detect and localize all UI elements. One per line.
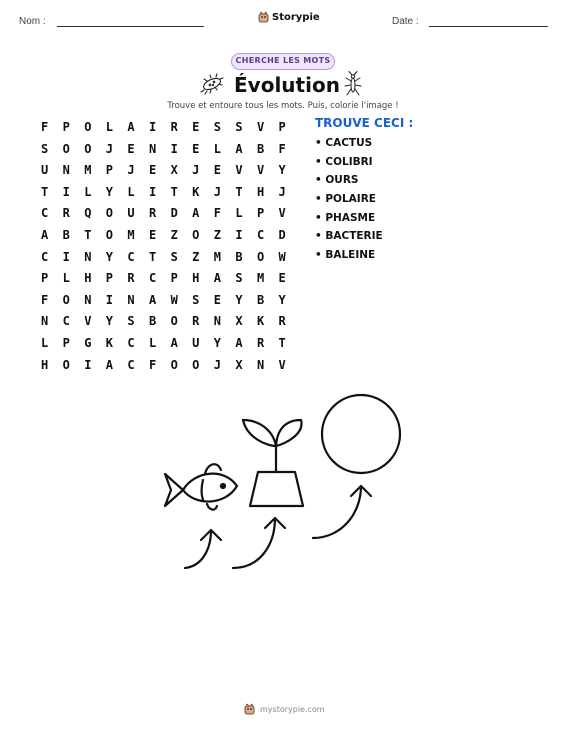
grid-letter[interactable]: A — [235, 141, 243, 156]
grid-letter[interactable]: R — [127, 271, 135, 286]
grid-letter[interactable]: L — [41, 335, 49, 350]
page-title: Évolution — [234, 73, 340, 97]
plant-icon — [243, 420, 303, 506]
grid-row — [41, 310, 300, 332]
grid-row — [41, 181, 300, 203]
grid-letter[interactable]: Y — [235, 292, 243, 307]
grid-letter[interactable]: R — [62, 206, 70, 221]
grid-letter[interactable]: A — [105, 357, 114, 372]
grid-letter[interactable]: J — [213, 184, 221, 199]
grid-letter[interactable]: U — [192, 335, 200, 350]
grid-letter[interactable]: S — [127, 314, 135, 329]
grid-letter[interactable]: F — [148, 357, 157, 372]
grid-letter[interactable]: I — [84, 357, 92, 372]
grid-letter[interactable]: E — [213, 163, 221, 178]
grid-letter[interactable]: F — [213, 206, 221, 221]
grid-letter[interactable]: S — [235, 271, 243, 286]
grid-letter[interactable]: C — [127, 357, 135, 372]
arrow-icon — [185, 530, 221, 568]
arrow-icon — [233, 518, 285, 568]
grid-letter[interactable]: Y — [278, 292, 286, 307]
grid-letter[interactable]: T — [278, 335, 286, 350]
grid-letter[interactable]: L — [62, 271, 70, 286]
grid-letter[interactable]: K — [256, 314, 265, 329]
grid-row — [41, 116, 300, 138]
grid-letter[interactable]: N — [84, 292, 92, 307]
grid-letter[interactable]: Y — [105, 314, 114, 329]
grid-letter[interactable]: U — [127, 206, 135, 221]
grid-letter[interactable]: P — [105, 163, 114, 178]
grid-letter[interactable]: H — [256, 184, 265, 199]
grid-letter[interactable]: N — [127, 292, 135, 307]
grid-letter[interactable]: O — [62, 292, 70, 307]
grid-letter[interactable]: I — [62, 184, 70, 199]
word-item: • COLIBRI — [315, 155, 373, 168]
grid-letter[interactable]: B — [256, 292, 265, 307]
date-line[interactable] — [429, 26, 548, 27]
grid-letter[interactable]: W — [170, 292, 178, 307]
grid-letter[interactable]: E — [148, 227, 157, 242]
grid-letter[interactable]: E — [127, 141, 135, 156]
grid-letter[interactable]: C — [127, 249, 135, 264]
grid-letter[interactable]: Y — [105, 184, 114, 199]
grid-letter[interactable]: P — [105, 271, 114, 286]
grid-letter[interactable]: U — [41, 163, 49, 178]
date-label: Date : — [392, 16, 419, 27]
grid-letter[interactable]: E — [213, 292, 221, 307]
grid-letter[interactable]: G — [84, 335, 92, 350]
grid-letter[interactable]: A — [41, 227, 49, 242]
grid-letter[interactable]: J — [213, 357, 221, 372]
grid-letter[interactable]: C — [148, 271, 157, 286]
grid-letter[interactable]: L — [213, 141, 221, 156]
grid-row — [41, 159, 300, 181]
grid-letter[interactable]: O — [105, 206, 114, 221]
grid-letter[interactable]: A — [213, 271, 221, 286]
grid-letter[interactable]: J — [192, 163, 200, 178]
grid-row — [41, 202, 300, 224]
grid-letter[interactable]: H — [84, 271, 92, 286]
grid-letter[interactable]: N — [84, 249, 92, 264]
grid-letter[interactable]: M — [213, 249, 221, 264]
grid-letter[interactable]: L — [148, 335, 157, 350]
grid-letter[interactable]: O — [105, 227, 114, 242]
grid-letter[interactable]: J — [278, 184, 286, 199]
grid-letter[interactable]: O — [256, 249, 265, 264]
grid-letter[interactable]: A — [127, 120, 135, 134]
evolution-illustration[interactable] — [155, 390, 415, 575]
grid-letter[interactable]: O — [192, 227, 200, 242]
grid-row — [41, 224, 300, 246]
grid-letter[interactable]: D — [170, 206, 178, 221]
grid-letter[interactable]: E — [148, 163, 157, 178]
grid-letter[interactable]: N — [213, 314, 221, 329]
grid-letter[interactable]: O — [84, 120, 92, 134]
grid-letter[interactable]: E — [278, 271, 286, 286]
arrow-icon — [313, 486, 371, 538]
grid-row — [41, 246, 300, 268]
brand-name: Storypie — [272, 11, 320, 23]
grid-letter[interactable]: O — [170, 357, 178, 372]
grid-letter[interactable]: A — [192, 206, 200, 221]
grid-letter[interactable]: O — [84, 141, 92, 156]
grid-row — [41, 138, 300, 160]
grid-letter[interactable]: I — [148, 184, 157, 199]
grid-letter[interactable]: N — [148, 141, 157, 156]
fish-icon — [165, 464, 237, 509]
grid-letter[interactable]: N — [62, 163, 70, 178]
grid-letter[interactable]: I — [235, 227, 243, 242]
word-list — [315, 137, 383, 268]
grid-letter[interactable]: Y — [278, 163, 286, 178]
grid-letter[interactable]: I — [105, 292, 114, 307]
grid-letter[interactable]: C — [41, 249, 49, 264]
word-item: • CACTUS — [315, 137, 373, 149]
grid-letter[interactable]: E — [192, 120, 200, 134]
grid-letter[interactable]: O — [192, 357, 200, 372]
grid-row — [41, 354, 300, 376]
grid-row — [41, 289, 300, 311]
grid-letter[interactable]: Y — [213, 335, 221, 350]
grid-letter[interactable]: V — [256, 163, 265, 178]
word-list-title: TROUVE CECI : — [315, 116, 414, 130]
word-item: • POLAIRE — [315, 193, 376, 206]
name-label: Nom : — [19, 16, 46, 27]
grid-letter[interactable]: M — [256, 271, 265, 286]
grid-letter[interactable]: L — [127, 184, 135, 199]
grid-letter[interactable]: L — [235, 206, 243, 221]
brand-logo — [258, 11, 320, 23]
grid-letter[interactable]: O — [170, 314, 178, 329]
grid-letter[interactable]: D — [278, 227, 286, 242]
grid-letter[interactable]: H — [192, 271, 200, 286]
grid-letter[interactable]: C — [41, 206, 49, 221]
bacteria-icon — [199, 73, 225, 95]
grid-letter[interactable]: V — [278, 206, 286, 221]
grid-letter[interactable]: F — [41, 292, 49, 307]
grid-letter[interactable]: A — [235, 335, 243, 350]
grid-letter[interactable]: X — [235, 314, 243, 329]
grid-letter[interactable]: P — [170, 271, 178, 286]
grid-letter[interactable]: R — [256, 335, 265, 350]
grid-letter[interactable]: B — [148, 314, 157, 329]
grid-row — [41, 267, 300, 289]
grid-letter[interactable]: X — [170, 163, 178, 178]
name-line[interactable] — [57, 26, 204, 27]
grid-letter[interactable]: S — [213, 120, 221, 134]
grid-letter[interactable]: F — [278, 141, 286, 156]
grid-letter[interactable]: O — [62, 357, 70, 372]
grid-letter[interactable]: R — [192, 314, 200, 329]
grid-letter[interactable]: M — [84, 163, 92, 178]
word-item: • BACTERIE — [315, 230, 383, 243]
grid-letter[interactable]: P — [62, 120, 70, 134]
grid-letter[interactable]: S — [170, 249, 178, 264]
grid-letter[interactable]: K — [105, 335, 114, 350]
word-search-grid[interactable] — [41, 116, 300, 375]
grid-letter[interactable]: C — [127, 335, 135, 350]
grid-letter[interactable]: T — [235, 184, 243, 199]
word-item: • OURS — [315, 174, 359, 187]
storypie-logo-icon — [258, 11, 269, 23]
grid-letter[interactable]: B — [62, 227, 70, 242]
circle-outline — [322, 395, 400, 473]
grid-letter[interactable]: M — [127, 227, 135, 242]
grid-letter[interactable]: Z — [170, 227, 178, 242]
grid-letter[interactable]: V — [84, 314, 92, 329]
grid-letter[interactable]: S — [235, 120, 243, 134]
storypie-logo-icon — [244, 703, 255, 715]
activity-badge: CHERCHE LES MOTS — [231, 53, 335, 70]
grid-letter[interactable]: Z — [213, 227, 221, 242]
word-item: • PHASME — [315, 211, 376, 224]
grid-letter[interactable]: B — [256, 141, 265, 156]
grid-letter[interactable]: P — [41, 271, 49, 286]
grid-row — [41, 332, 300, 354]
grid-letter[interactable]: V — [235, 163, 243, 178]
grid-letter[interactable]: L — [105, 120, 114, 134]
grid-letter[interactable]: E — [192, 141, 200, 156]
grid-letter[interactable]: I — [148, 120, 157, 134]
grid-letter[interactable]: T — [41, 184, 49, 199]
grid-letter[interactable]: Y — [105, 249, 114, 264]
grid-letter[interactable]: T — [170, 184, 178, 199]
footer — [244, 703, 325, 715]
grid-letter[interactable]: F — [41, 120, 49, 134]
grid-letter[interactable]: Z — [192, 249, 200, 264]
grid-letter[interactable]: C — [256, 227, 265, 242]
grid-letter[interactable]: P — [278, 120, 286, 134]
grid-letter[interactable]: I — [170, 141, 178, 156]
instructions: Trouve et entoure tous les mots. Puis, colorie l'image ! — [167, 101, 399, 111]
grid-letter[interactable]: O — [62, 141, 70, 156]
word-item: • BALEINE — [315, 249, 376, 262]
grid-letter[interactable]: T — [84, 227, 92, 242]
grid-letter[interactable]: C — [62, 314, 70, 329]
grid-letter[interactable]: L — [84, 184, 92, 199]
grid-letter[interactable]: A — [170, 335, 178, 350]
grid-letter[interactable]: S — [41, 141, 49, 156]
grid-letter[interactable]: J — [127, 163, 135, 178]
grid-letter[interactable]: T — [148, 249, 157, 264]
grid-letter[interactable]: P — [62, 335, 70, 350]
grid-letter[interactable]: A — [148, 292, 157, 307]
grid-letter[interactable]: S — [192, 292, 200, 307]
grid-letter[interactable]: N — [256, 357, 265, 372]
grid-letter[interactable]: K — [192, 184, 200, 199]
grid-letter[interactable]: W — [278, 249, 286, 264]
grid-letter[interactable]: N — [41, 314, 49, 329]
grid-letter[interactable]: V — [256, 120, 265, 134]
insect-icon — [344, 71, 362, 97]
footer-url[interactable]: mystorypie.com — [260, 704, 325, 714]
grid-letter[interactable]: X — [235, 357, 243, 372]
grid-letter[interactable]: R — [148, 206, 157, 221]
grid-letter[interactable]: V — [278, 357, 286, 372]
grid-letter[interactable]: R — [278, 314, 286, 329]
grid-letter[interactable]: I — [62, 249, 70, 264]
grid-letter[interactable]: P — [256, 206, 265, 221]
grid-letter[interactable]: B — [235, 249, 243, 264]
grid-letter[interactable]: H — [41, 357, 49, 372]
grid-letter[interactable]: R — [170, 120, 178, 134]
grid-letter[interactable]: Q — [84, 206, 92, 221]
grid-letter[interactable]: J — [105, 141, 114, 156]
